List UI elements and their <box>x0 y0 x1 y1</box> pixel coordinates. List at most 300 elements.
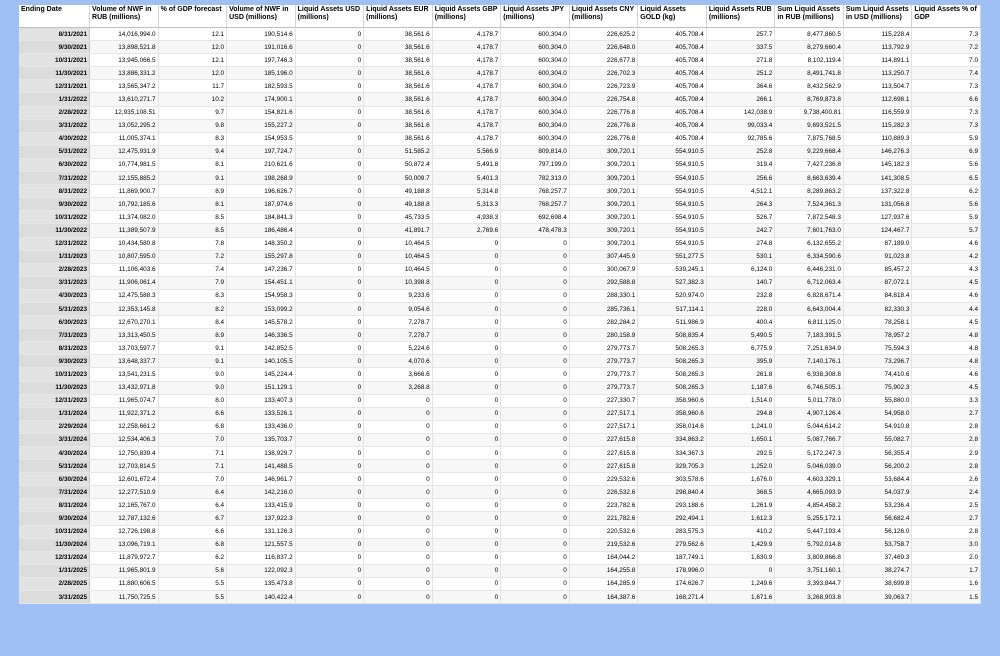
date-cell[interactable]: 11/30/2024 <box>19 538 90 551</box>
table-cell[interactable]: 7.2 <box>158 250 227 263</box>
table-cell[interactable]: 38,561.6 <box>364 67 433 80</box>
table-cell[interactable]: 5,401.3 <box>432 172 501 185</box>
table-cell[interactable]: 12,475,931.9 <box>90 145 159 158</box>
table-cell[interactable]: 4,938.3 <box>432 211 501 224</box>
table-cell[interactable]: 7.1 <box>158 447 227 460</box>
table-cell[interactable]: 113,792.9 <box>843 41 912 54</box>
table-cell[interactable]: 5,566.9 <box>432 145 501 158</box>
table-cell[interactable]: 0 <box>295 80 364 93</box>
table-cell[interactable]: 0 <box>295 473 364 486</box>
table-cell[interactable]: 0 <box>295 119 364 132</box>
table-cell[interactable]: 187,974.6 <box>227 198 296 211</box>
date-cell[interactable]: 10/31/2022 <box>19 211 90 224</box>
table-cell[interactable]: 4,178.7 <box>432 119 501 132</box>
table-cell[interactable]: 9,054.6 <box>364 302 433 315</box>
table-cell[interactable]: 0 <box>295 302 364 315</box>
table-cell[interactable]: 0 <box>364 499 433 512</box>
table-cell[interactable]: 13,565,347.2 <box>90 80 159 93</box>
table-cell[interactable]: 12,703,814.5 <box>90 460 159 473</box>
table-cell[interactable]: 554,910.5 <box>638 158 707 171</box>
table-cell[interactable]: 405,708.4 <box>638 93 707 106</box>
table-cell[interactable]: 6,938,308.8 <box>775 368 844 381</box>
table-cell[interactable]: 0 <box>501 499 570 512</box>
table-cell[interactable]: 0 <box>432 564 501 577</box>
table-cell[interactable]: 226,625.2 <box>569 28 638 41</box>
table-cell[interactable]: 0 <box>295 460 364 473</box>
table-cell[interactable]: 4.5 <box>912 381 981 394</box>
table-cell[interactable]: 197,746.3 <box>227 54 296 67</box>
table-cell[interactable]: 0 <box>432 289 501 302</box>
table-cell[interactable]: 0 <box>295 512 364 525</box>
table-cell[interactable]: 154,821.6 <box>227 106 296 119</box>
date-cell[interactable]: 2/29/2024 <box>19 420 90 433</box>
table-cell[interactable]: 0 <box>432 538 501 551</box>
table-cell[interactable]: 0 <box>295 577 364 590</box>
table-cell[interactable]: 13,432,971.8 <box>90 381 159 394</box>
table-cell[interactable]: 13,313,450.5 <box>90 329 159 342</box>
date-cell[interactable]: 7/31/2022 <box>19 172 90 185</box>
date-cell[interactable]: 12/31/2021 <box>19 80 90 93</box>
table-cell[interactable]: 9.1 <box>158 355 227 368</box>
table-cell[interactable]: 0 <box>295 433 364 446</box>
table-cell[interactable]: 0 <box>501 368 570 381</box>
table-cell[interactable]: 6,446,231.0 <box>775 263 844 276</box>
table-cell[interactable]: 147,236.7 <box>227 263 296 276</box>
date-cell[interactable]: 12/31/2023 <box>19 394 90 407</box>
table-cell[interactable]: 12.0 <box>158 67 227 80</box>
table-cell[interactable]: 12,935,108.51 <box>90 106 159 119</box>
table-cell[interactable]: 329,705.3 <box>638 460 707 473</box>
table-cell[interactable]: 12,750,839.4 <box>90 447 159 460</box>
table-cell[interactable]: 0 <box>295 211 364 224</box>
table-cell[interactable]: 227,615.8 <box>569 460 638 473</box>
date-cell[interactable]: 5/31/2023 <box>19 302 90 315</box>
table-cell[interactable]: 0 <box>432 237 501 250</box>
table-cell[interactable]: 115,228.4 <box>843 28 912 41</box>
date-cell[interactable]: 9/30/2022 <box>19 198 90 211</box>
table-cell[interactable]: 0 <box>432 525 501 538</box>
table-cell[interactable]: 223,782.6 <box>569 499 638 512</box>
table-cell[interactable]: 11,750,725.5 <box>90 591 159 604</box>
table-cell[interactable]: 0 <box>432 591 501 604</box>
table-cell[interactable]: 38,561.6 <box>364 132 433 145</box>
table-cell[interactable]: 4,178.7 <box>432 106 501 119</box>
table-cell[interactable]: 600,304.0 <box>501 80 570 93</box>
date-cell[interactable]: 4/30/2023 <box>19 289 90 302</box>
table-cell[interactable]: 219,532.6 <box>569 538 638 551</box>
table-cell[interactable]: 56,682.4 <box>843 512 912 525</box>
table-cell[interactable]: 6,746,505.1 <box>775 381 844 394</box>
table-cell[interactable]: 12,475,588.3 <box>90 289 159 302</box>
table-cell[interactable]: 4.8 <box>912 329 981 342</box>
table-cell[interactable]: 2.8 <box>912 525 981 538</box>
date-cell[interactable]: 10/31/2024 <box>19 525 90 538</box>
table-cell[interactable]: 8.1 <box>158 198 227 211</box>
table-cell[interactable]: 12,726,198.8 <box>90 525 159 538</box>
table-cell[interactable]: 3,268.8 <box>364 381 433 394</box>
table-cell[interactable]: 10,464.5 <box>364 263 433 276</box>
table-cell[interactable]: 133,436.0 <box>227 420 296 433</box>
table-cell[interactable]: 410.2 <box>706 525 775 538</box>
table-cell[interactable]: 1,671.6 <box>706 591 775 604</box>
table-cell[interactable]: 168,271.4 <box>638 591 707 604</box>
table-cell[interactable]: 7.8 <box>158 237 227 250</box>
table-cell[interactable]: 8.3 <box>158 132 227 145</box>
header-sum-liquid-rub[interactable]: Sum Liquid Assets in RUB (millions) <box>775 5 844 28</box>
table-cell[interactable]: 133,407.3 <box>227 394 296 407</box>
header-volume-usd[interactable]: Volume of NWF in USD (millions) <box>227 5 296 28</box>
table-cell[interactable]: 82,330.3 <box>843 302 912 315</box>
table-cell[interactable]: 0 <box>295 93 364 106</box>
date-cell[interactable]: 8/31/2022 <box>19 185 90 198</box>
table-cell[interactable]: 197,724.7 <box>227 145 296 158</box>
table-cell[interactable]: 53,684.4 <box>843 473 912 486</box>
table-cell[interactable]: 0 <box>295 551 364 564</box>
table-cell[interactable]: 405,708.4 <box>638 106 707 119</box>
table-cell[interactable]: 0 <box>295 263 364 276</box>
table-cell[interactable]: 8.9 <box>158 329 227 342</box>
table-cell[interactable]: 13,703,597.7 <box>90 342 159 355</box>
table-cell[interactable]: 554,910.5 <box>638 237 707 250</box>
table-cell[interactable]: 0 <box>432 263 501 276</box>
table-cell[interactable]: 0 <box>364 394 433 407</box>
table-cell[interactable]: 0 <box>295 564 364 577</box>
table-cell[interactable]: 600,304.0 <box>501 132 570 145</box>
table-cell[interactable]: 116,559.9 <box>843 106 912 119</box>
table-cell[interactable]: 2.7 <box>912 407 981 420</box>
table-cell[interactable]: 14,016,994.0 <box>90 28 159 41</box>
table-cell[interactable]: 127,937.6 <box>843 211 912 224</box>
table-cell[interactable]: 6.4 <box>158 499 227 512</box>
table-cell[interactable]: 768,257.7 <box>501 198 570 211</box>
date-cell[interactable]: 12/31/2022 <box>19 237 90 250</box>
table-cell[interactable]: 600,304.0 <box>501 93 570 106</box>
table-cell[interactable]: 226,776.8 <box>569 106 638 119</box>
table-cell[interactable]: 146,336.5 <box>227 329 296 342</box>
table-cell[interactable]: 4,603,329.1 <box>775 473 844 486</box>
table-cell[interactable]: 4,178.7 <box>432 93 501 106</box>
table-cell[interactable]: 12,787,132.6 <box>90 512 159 525</box>
table-cell[interactable]: 11,906,061.4 <box>90 276 159 289</box>
table-cell[interactable]: 54,037.9 <box>843 486 912 499</box>
table-cell[interactable]: 508,265.3 <box>638 355 707 368</box>
table-cell[interactable]: 115,282.3 <box>843 119 912 132</box>
table-cell[interactable]: 229,532.6 <box>569 473 638 486</box>
table-cell[interactable]: 0 <box>432 381 501 394</box>
table-cell[interactable]: 91,023.8 <box>843 250 912 263</box>
table-cell[interactable]: 7,251,634.9 <box>775 342 844 355</box>
table-cell[interactable]: 226,702.3 <box>569 67 638 80</box>
table-cell[interactable]: 5.9 <box>912 132 981 145</box>
table-cell[interactable]: 10,792,185.6 <box>90 198 159 211</box>
table-cell[interactable]: 75,902.3 <box>843 381 912 394</box>
table-cell[interactable]: 0 <box>364 538 433 551</box>
table-cell[interactable]: 7.3 <box>912 80 981 93</box>
table-cell[interactable]: 142,038.9 <box>706 106 775 119</box>
table-cell[interactable]: 184,841.3 <box>227 211 296 224</box>
table-cell[interactable]: 92,785.6 <box>706 132 775 145</box>
table-cell[interactable]: 6.5 <box>912 172 981 185</box>
table-cell[interactable]: 226,532.6 <box>569 486 638 499</box>
table-cell[interactable]: 8.4 <box>158 316 227 329</box>
table-cell[interactable]: 309,720.1 <box>569 224 638 237</box>
table-cell[interactable]: 4.3 <box>912 263 981 276</box>
table-cell[interactable]: 0 <box>295 316 364 329</box>
table-cell[interactable]: 54,958.0 <box>843 407 912 420</box>
table-cell[interactable]: 0 <box>295 41 364 54</box>
table-cell[interactable]: 0 <box>501 381 570 394</box>
table-cell[interactable]: 3,666.6 <box>364 368 433 381</box>
table-cell[interactable]: 110,889.3 <box>843 132 912 145</box>
table-cell[interactable]: 261.8 <box>706 368 775 381</box>
table-cell[interactable]: 227,330.7 <box>569 394 638 407</box>
table-cell[interactable]: 6,132,655.2 <box>775 237 844 250</box>
table-cell[interactable]: 13,945,066.5 <box>90 54 159 67</box>
table-cell[interactable]: 0 <box>501 355 570 368</box>
table-cell[interactable]: 4.8 <box>912 355 981 368</box>
table-cell[interactable]: 0 <box>432 512 501 525</box>
date-cell[interactable]: 9/30/2021 <box>19 41 90 54</box>
table-cell[interactable]: 155,227.2 <box>227 119 296 132</box>
table-cell[interactable]: 38,561.6 <box>364 106 433 119</box>
header-gdp-forecast[interactable]: % of GDP forecast <box>158 5 227 28</box>
table-cell[interactable]: 112,698.1 <box>843 93 912 106</box>
table-cell[interactable]: 0 <box>501 420 570 433</box>
table-cell[interactable]: 113,504.7 <box>843 80 912 93</box>
table-cell[interactable]: 145,578.2 <box>227 316 296 329</box>
table-cell[interactable]: 145,182.3 <box>843 158 912 171</box>
table-cell[interactable]: 12,670,270.1 <box>90 316 159 329</box>
table-cell[interactable]: 1.6 <box>912 577 981 590</box>
table-cell[interactable]: 39,063.7 <box>843 591 912 604</box>
table-cell[interactable]: 5,255,172.1 <box>775 512 844 525</box>
table-cell[interactable]: 210,621.6 <box>227 158 296 171</box>
header-liquid-rub[interactable]: Liquid Assets RUB (millions) <box>706 5 775 28</box>
table-cell[interactable]: 600,304.0 <box>501 67 570 80</box>
table-cell[interactable]: 0 <box>432 577 501 590</box>
table-cell[interactable]: 554,910.5 <box>638 185 707 198</box>
table-cell[interactable]: 0 <box>295 486 364 499</box>
table-cell[interactable]: 7,427,236.8 <box>775 158 844 171</box>
table-cell[interactable]: 114,891.1 <box>843 54 912 67</box>
table-cell[interactable]: 292,494.1 <box>638 512 707 525</box>
table-cell[interactable]: 2,769.6 <box>432 224 501 237</box>
table-cell[interactable]: 131,056.8 <box>843 198 912 211</box>
table-cell[interactable]: 1,429.9 <box>706 538 775 551</box>
table-cell[interactable]: 279,773.7 <box>569 355 638 368</box>
table-cell[interactable]: 5.5 <box>158 577 227 590</box>
table-cell[interactable]: 0 <box>364 591 433 604</box>
table-cell[interactable]: 0 <box>295 172 364 185</box>
table-cell[interactable]: 11,869,900.7 <box>90 185 159 198</box>
table-cell[interactable]: 13,541,231.5 <box>90 368 159 381</box>
table-cell[interactable]: 0 <box>432 329 501 342</box>
table-cell[interactable]: 0 <box>295 381 364 394</box>
table-cell[interactable]: 9,693,521.5 <box>775 119 844 132</box>
date-cell[interactable]: 1/31/2023 <box>19 250 90 263</box>
table-cell[interactable]: 8,663,639.4 <box>775 172 844 185</box>
table-cell[interactable]: 0 <box>295 106 364 119</box>
table-cell[interactable]: 11,965,801.9 <box>90 564 159 577</box>
table-cell[interactable]: 227,615.8 <box>569 433 638 446</box>
table-cell[interactable]: 141,308.5 <box>843 172 912 185</box>
date-cell[interactable]: 7/31/2024 <box>19 486 90 499</box>
table-cell[interactable]: 0 <box>295 499 364 512</box>
table-cell[interactable]: 6.9 <box>912 145 981 158</box>
table-cell[interactable]: 8.0 <box>158 394 227 407</box>
table-cell[interactable]: 0 <box>364 407 433 420</box>
table-cell[interactable]: 274.8 <box>706 237 775 250</box>
table-cell[interactable]: 1,261.9 <box>706 499 775 512</box>
table-cell[interactable]: 0 <box>501 564 570 577</box>
header-liquid-eur[interactable]: Liquid Assets EUR (millions) <box>364 5 433 28</box>
table-cell[interactable]: 1,249.6 <box>706 577 775 590</box>
table-cell[interactable]: 6,828,671.4 <box>775 289 844 302</box>
table-cell[interactable]: 8,279,660.4 <box>775 41 844 54</box>
table-cell[interactable]: 145,224.4 <box>227 368 296 381</box>
table-cell[interactable]: 113,250.7 <box>843 67 912 80</box>
table-cell[interactable]: 307,445.9 <box>569 250 638 263</box>
table-cell[interactable]: 9.7 <box>158 106 227 119</box>
table-cell[interactable]: 0 <box>501 486 570 499</box>
table-cell[interactable]: 0 <box>501 407 570 420</box>
table-cell[interactable]: 12,155,885.2 <box>90 172 159 185</box>
table-cell[interactable]: 142,852.5 <box>227 342 296 355</box>
table-cell[interactable]: 50,872.4 <box>364 158 433 171</box>
table-cell[interactable]: 508,265.3 <box>638 368 707 381</box>
table-cell[interactable]: 6.7 <box>158 512 227 525</box>
table-cell[interactable]: 4.6 <box>912 289 981 302</box>
table-cell[interactable]: 6.2 <box>912 185 981 198</box>
table-cell[interactable]: 7.0 <box>912 54 981 67</box>
table-cell[interactable]: 0 <box>295 145 364 158</box>
table-cell[interactable]: 13,648,337.7 <box>90 355 159 368</box>
table-cell[interactable]: 5,314.8 <box>432 185 501 198</box>
table-cell[interactable]: 5,044,614.2 <box>775 420 844 433</box>
header-ending-date[interactable]: Ending Date <box>19 5 90 28</box>
table-cell[interactable]: 226,776.8 <box>569 119 638 132</box>
table-cell[interactable]: 5,172,247.3 <box>775 447 844 460</box>
table-cell[interactable]: 8,289,863.2 <box>775 185 844 198</box>
date-cell[interactable]: 2/28/2023 <box>19 263 90 276</box>
table-cell[interactable]: 554,910.5 <box>638 224 707 237</box>
table-cell[interactable]: 8,432,562.9 <box>775 80 844 93</box>
table-cell[interactable]: 78,957.2 <box>843 329 912 342</box>
table-cell[interactable]: 292,588.8 <box>569 276 638 289</box>
table-cell[interactable]: 4.8 <box>912 342 981 355</box>
table-cell[interactable]: 508,265.3 <box>638 381 707 394</box>
table-cell[interactable]: 4,178.7 <box>432 28 501 41</box>
table-cell[interactable]: 7.4 <box>912 67 981 80</box>
table-cell[interactable]: 1,514.0 <box>706 394 775 407</box>
table-cell[interactable]: 9.0 <box>158 368 227 381</box>
table-cell[interactable]: 74,410.6 <box>843 368 912 381</box>
table-cell[interactable]: 309,720.1 <box>569 198 638 211</box>
table-cell[interactable]: 0 <box>295 158 364 171</box>
table-cell[interactable]: 140,422.4 <box>227 591 296 604</box>
date-cell[interactable]: 5/31/2022 <box>19 145 90 158</box>
table-cell[interactable]: 7.0 <box>158 433 227 446</box>
table-cell[interactable]: 0 <box>432 316 501 329</box>
table-cell[interactable]: 0 <box>501 250 570 263</box>
table-cell[interactable]: 8.5 <box>158 211 227 224</box>
table-cell[interactable]: 0 <box>501 591 570 604</box>
table-cell[interactable]: 395.9 <box>706 355 775 368</box>
table-cell[interactable]: 0 <box>501 316 570 329</box>
table-cell[interactable]: 508,265.3 <box>638 342 707 355</box>
table-cell[interactable]: 8,102,119.4 <box>775 54 844 67</box>
table-cell[interactable]: 12,534,406.3 <box>90 433 159 446</box>
date-cell[interactable]: 3/31/2024 <box>19 433 90 446</box>
table-cell[interactable]: 140,105.5 <box>227 355 296 368</box>
table-cell[interactable]: 1.7 <box>912 564 981 577</box>
table-cell[interactable]: 164,044.2 <box>569 551 638 564</box>
table-cell[interactable]: 10,464.5 <box>364 237 433 250</box>
table-cell[interactable]: 0 <box>432 486 501 499</box>
table-cell[interactable]: 9,738,400.81 <box>775 106 844 119</box>
table-cell[interactable]: 692,698.4 <box>501 211 570 224</box>
table-cell[interactable]: 405,708.4 <box>638 67 707 80</box>
table-cell[interactable]: 3.0 <box>912 538 981 551</box>
table-cell[interactable]: 12,601,672.4 <box>90 473 159 486</box>
table-cell[interactable]: 38,561.6 <box>364 93 433 106</box>
table-cell[interactable]: 0 <box>295 198 364 211</box>
table-cell[interactable]: 38,699.8 <box>843 577 912 590</box>
table-cell[interactable]: 226,776.8 <box>569 132 638 145</box>
table-cell[interactable]: 0 <box>501 433 570 446</box>
table-cell[interactable]: 782,313.0 <box>501 172 570 185</box>
table-cell[interactable]: 133,415.9 <box>227 499 296 512</box>
table-cell[interactable]: 11.7 <box>158 80 227 93</box>
table-cell[interactable]: 5,792,014.8 <box>775 538 844 551</box>
table-cell[interactable]: 511,986.9 <box>638 316 707 329</box>
table-cell[interactable]: 0 <box>501 237 570 250</box>
table-cell[interactable]: 0 <box>364 486 433 499</box>
table-cell[interactable]: 2.9 <box>912 447 981 460</box>
table-cell[interactable]: 38,561.6 <box>364 119 433 132</box>
date-cell[interactable]: 3/31/2022 <box>19 119 90 132</box>
table-cell[interactable]: 256.6 <box>706 172 775 185</box>
table-cell[interactable]: 12,258,661.2 <box>90 420 159 433</box>
table-cell[interactable]: 87,072.1 <box>843 276 912 289</box>
date-cell[interactable]: 8/31/2021 <box>19 28 90 41</box>
table-cell[interactable]: 51,585.2 <box>364 145 433 158</box>
table-cell[interactable]: 5,490.5 <box>706 329 775 342</box>
table-cell[interactable]: 6.6 <box>158 407 227 420</box>
table-cell[interactable]: 0 <box>501 525 570 538</box>
table-cell[interactable]: 0 <box>432 342 501 355</box>
table-cell[interactable]: 11,005,374.1 <box>90 132 159 145</box>
table-cell[interactable]: 0 <box>432 551 501 564</box>
table-cell[interactable]: 10,774,981.5 <box>90 158 159 171</box>
table-cell[interactable]: 7.0 <box>158 473 227 486</box>
table-cell[interactable]: 7,872,548.3 <box>775 211 844 224</box>
table-cell[interactable]: 7,183,391.5 <box>775 329 844 342</box>
table-cell[interactable]: 8.1 <box>158 158 227 171</box>
table-cell[interactable]: 0 <box>364 564 433 577</box>
table-cell[interactable]: 251.2 <box>706 67 775 80</box>
table-cell[interactable]: 13,898,521.8 <box>90 41 159 54</box>
table-cell[interactable]: 334,863.2 <box>638 433 707 446</box>
table-cell[interactable]: 6,712,063.4 <box>775 276 844 289</box>
table-cell[interactable]: 2.5 <box>912 499 981 512</box>
table-cell[interactable]: 38,561.6 <box>364 80 433 93</box>
table-cell[interactable]: 1.5 <box>912 591 981 604</box>
table-cell[interactable]: 0 <box>295 538 364 551</box>
table-cell[interactable]: 271.8 <box>706 54 775 67</box>
table-cell[interactable]: 146,276.3 <box>843 145 912 158</box>
table-cell[interactable]: 10,807,595.0 <box>90 250 159 263</box>
